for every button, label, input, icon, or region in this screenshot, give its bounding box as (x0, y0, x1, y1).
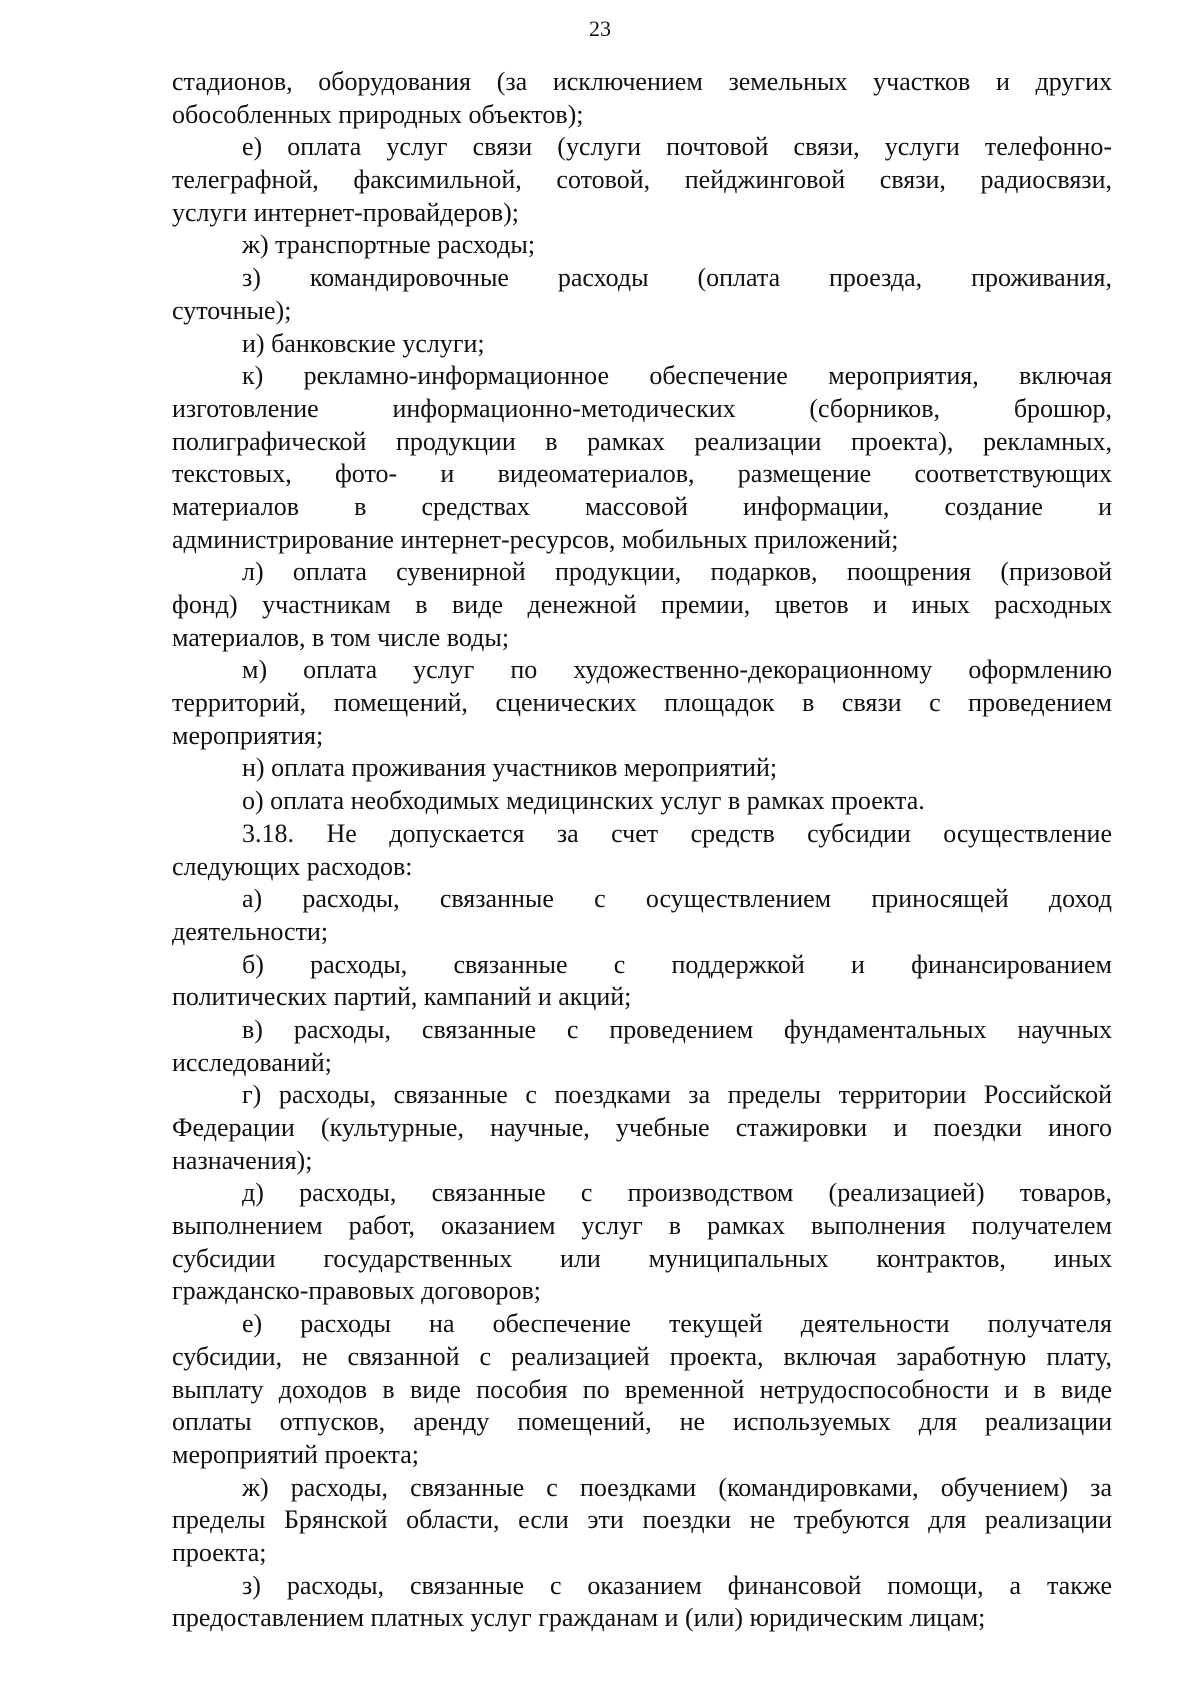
text-line: телеграфной, факсимильной, сотовой, пейджинговой связи, радиосвязи, (172, 165, 1112, 195)
text-line: е) расходы на обеспечение текущей деятельности получателя (242, 1309, 1112, 1339)
text-line: ж) транспортные расходы; (242, 230, 536, 260)
text-line: стадионов, оборудования (за исключением земельных участков и других (172, 67, 1112, 96)
text-line: субсидии, не связанной с реализацией проекта, включая заработную плату, (172, 1341, 1112, 1371)
text-line: пределы Брянской области, если эти поездки не требуются для реализации (172, 1505, 1112, 1535)
text-line: н) оплата проживания участников мероприятий; (242, 753, 778, 783)
text-line: выполнением работ, оказанием услуг в рамках выполнения получателем (172, 1211, 1112, 1241)
text-line: д) расходы, связанные с производством (реализацией) товаров, (242, 1178, 1112, 1208)
text-line: полиграфической продукции в рамках реализации проекта), рекламных, (172, 426, 1112, 456)
text-line: проекта; (172, 1537, 267, 1567)
text-line: б) расходы, связанные с поддержкой и финансированием (242, 949, 1112, 979)
text-line: выплату доходов в виде пособия по временной нетрудоспособности и в виде (172, 1374, 1112, 1404)
text-line: Федерации (культурные, научные, учебные стажировки и поездки иного (172, 1113, 1112, 1142)
text-line: и) банковские услуги; (242, 328, 485, 358)
text-line: гражданско-правовых договоров; (172, 1276, 542, 1306)
document-body (172, 66, 1112, 1635)
text-line: к) рекламно-информационное обеспечение мероприятия, включая (242, 361, 1112, 391)
text-line: в) расходы, связанные с проведением фундаментальных научных (242, 1014, 1112, 1044)
text-line: текстовых, фото- и видеоматериалов, размещение соответствующих (172, 459, 1112, 489)
text-line: деятельности; (172, 916, 329, 946)
text-line: мероприятий проекта; (172, 1439, 419, 1469)
text-line: а) расходы, связанные с осуществлением приносящей доход (242, 884, 1112, 914)
text-line: изготовление информационно-методических (сборников, брошюр, (172, 393, 1112, 423)
text-line: фонд) участникам в виде денежной премии, цветов и иных расходных (172, 590, 1112, 619)
text-line: политических партий, кампаний и акций; (172, 982, 632, 1012)
text-line: территорий, помещений, сценических площадок в связи с проведением (172, 688, 1112, 718)
text-line: предоставлением платных услуг гражданам и (или) юридическим лицам; (172, 1603, 986, 1633)
text-line: ж) расходы, связанные с поездками (командировками, обучением) за (242, 1472, 1112, 1502)
text-line: г) расходы, связанные с поездками за пределы территории Российской (242, 1080, 1112, 1110)
text-line: оплаты отпусков, аренду помещений, не используемых для реализации (172, 1407, 1112, 1437)
text-line: з) расходы, связанные с оказанием финансовой помощи, а также (242, 1570, 1112, 1600)
text-line: исследований; (172, 1047, 332, 1077)
text-line: материалов в средствах массовой информации, создание и (172, 491, 1112, 521)
text-line: администрирование интернет-ресурсов, мобильных приложений; (172, 524, 899, 554)
text-line: 3.18. Не допускается за счет средств субсидии осуществление (242, 818, 1112, 848)
text-line: суточные); (172, 295, 292, 325)
text-line: мероприятия; (172, 720, 324, 750)
text-line: з) командировочные расходы (оплата проезда, проживания, (242, 263, 1112, 293)
text-line: назначения); (172, 1145, 313, 1175)
text-line: обособленных природных объектов); (172, 99, 584, 129)
text-line: л) оплата сувенирной продукции, подарков, поощрения (призовой (242, 557, 1112, 587)
text-line: е) оплата услуг связи (услуги почтовой связи, услуги телефонно- (242, 132, 1112, 162)
text-line: услуги интернет-провайдеров); (172, 197, 520, 227)
text-line: о) оплата необходимых медицинских услуг в рамках проекта. (242, 786, 925, 816)
text-line: м) оплата услуг по художественно-декорационному оформлению (242, 655, 1112, 685)
text-line: материалов, в том числе воды; (172, 622, 510, 652)
text-line: субсидии государственных или муниципальных контрактов, иных (172, 1243, 1112, 1273)
page-number: 23 (589, 16, 611, 41)
text-line: следующих расходов: (172, 851, 413, 881)
